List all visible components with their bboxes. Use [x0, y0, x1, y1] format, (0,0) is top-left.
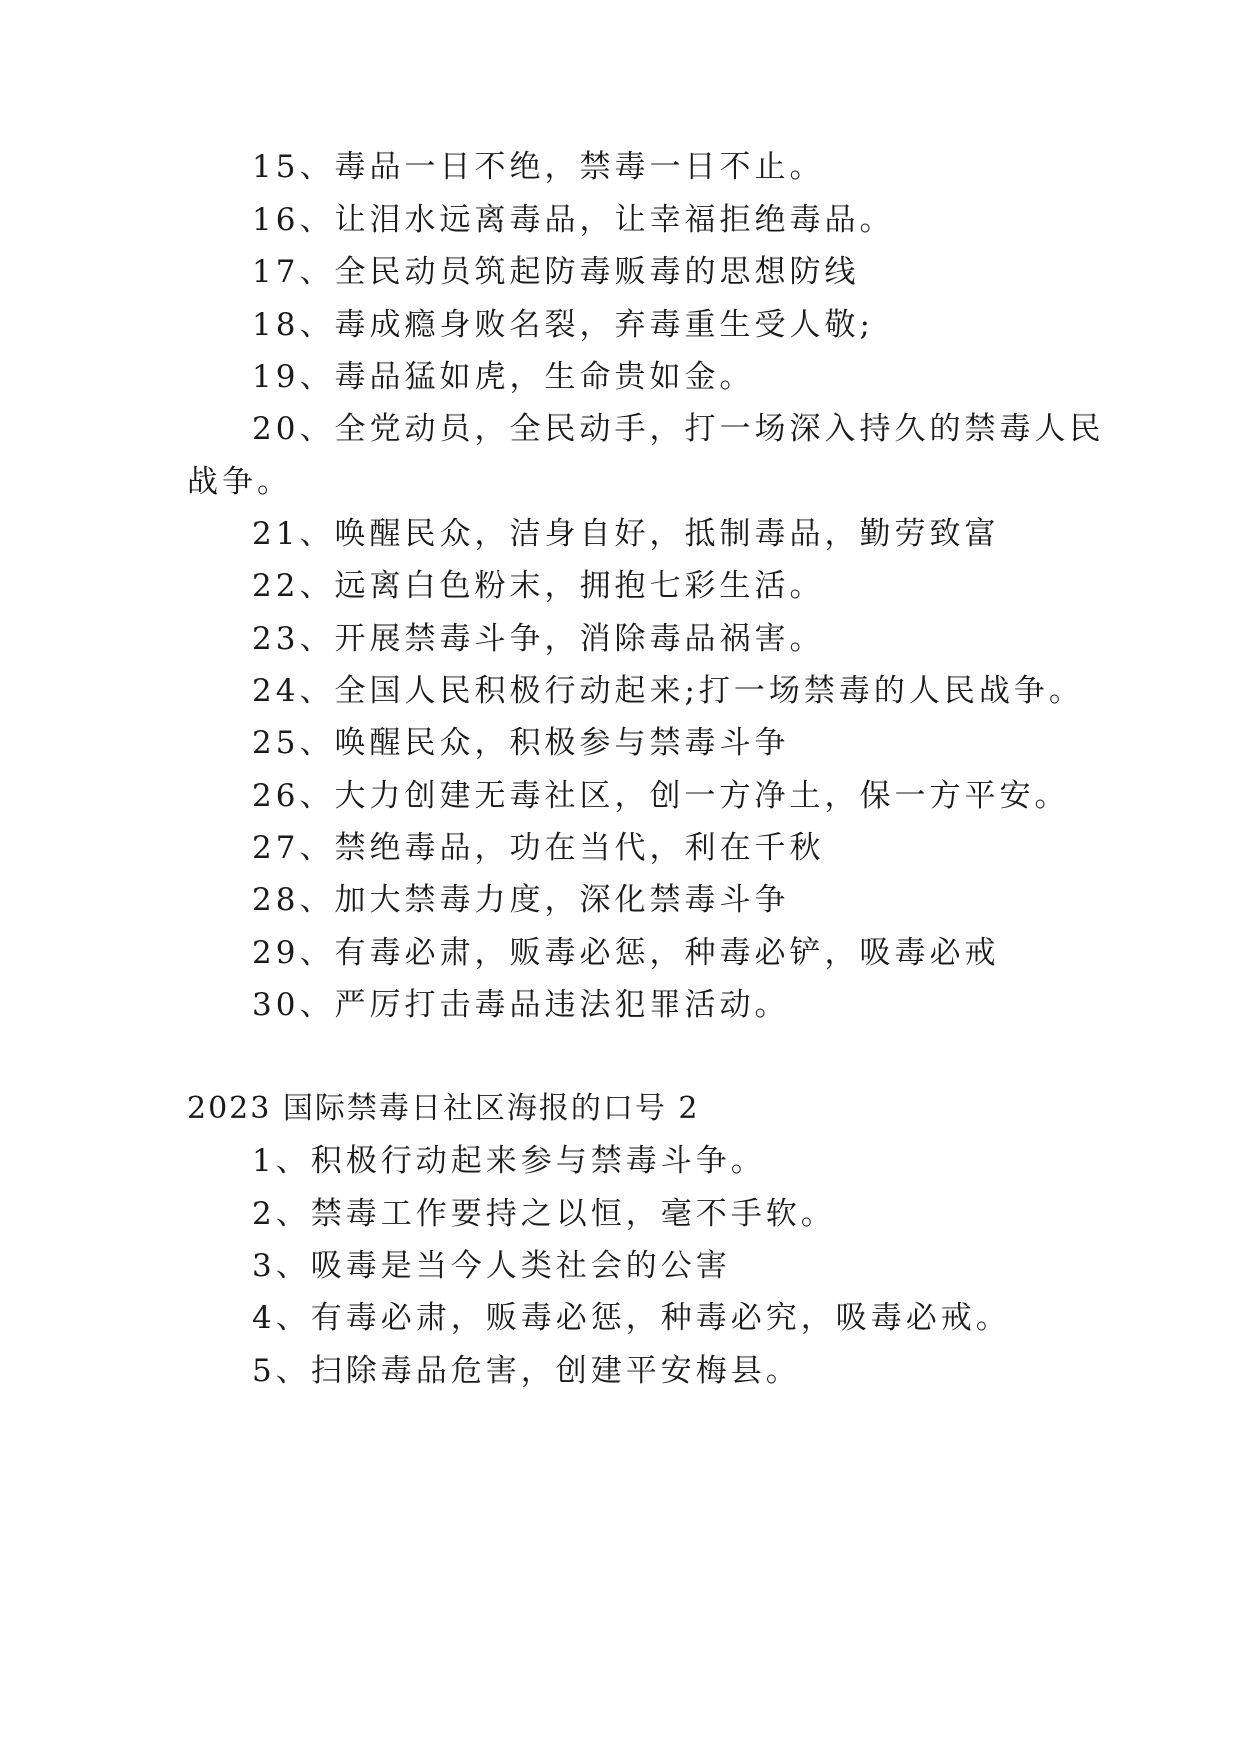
slogan-item-22: 22、远离白色粉末，拥抱七彩生活。: [252, 568, 825, 604]
section-heading: 2023 国际禁毒日社区海报的口号 2: [187, 1091, 700, 1126]
slogan-item-21: 21、唤醒民众，洁身自好，抵制毒品，勤劳致富: [252, 516, 1000, 552]
slogan-item-28: 28、加大禁毒力度，深化禁毒斗争: [252, 882, 790, 918]
slogan-item-20: 20、全党动员，全民动手，打一场深入持久的禁毒人民: [252, 411, 1105, 447]
slogan-item-29: 29、有毒必肃，贩毒必惩，种毒必铲，吸毒必戒: [252, 935, 1000, 971]
slogan-item-23: 23、开展禁毒斗争，消除毒品祸害。: [252, 621, 825, 657]
slogan-item-25: 25、唤醒民众，积极参与禁毒斗争: [252, 725, 790, 761]
slogan2-item-4: 4、有毒必肃，贩毒必惩，种毒必究，吸毒必戒。: [252, 1300, 1011, 1336]
slogan-item-18: 18、毒成瘾身败名裂，弃毒重生受人敬;: [252, 307, 874, 343]
slogan-item-30: 30、严厉打击毒品违法犯罪活动。: [252, 987, 790, 1023]
slogan-item-19: 19、毒品猛如虎，生命贵如金。: [252, 359, 755, 395]
slogan-item-17: 17、全民动员筑起防毒贩毒的思想防线: [252, 254, 860, 290]
slogan-item-27: 27、禁绝毒品，功在当代，利在千秋: [252, 830, 825, 866]
slogan2-item-1: 1、积极行动起来参与禁毒斗争。: [252, 1143, 766, 1179]
slogan-item-16: 16、让泪水远离毒品，让幸福拒绝毒品。: [252, 202, 895, 238]
slogan-item-15: 15、毒品一日不绝，禁毒一日不止。: [252, 149, 825, 185]
slogan-item-26: 26、大力创建无毒社区，创一方净土，保一方平安。: [252, 778, 1070, 814]
slogan2-item-3: 3、吸毒是当今人类社会的公害: [252, 1248, 731, 1284]
slogan-item-20-continued: 战争。: [187, 464, 292, 500]
slogan2-item-5: 5、扫除毒品危害，创建平安梅县。: [252, 1353, 801, 1389]
slogan-item-24: 24、全国人民积极行动起来;打一场禁毒的人民战争。: [252, 673, 1084, 709]
slogan2-item-2: 2、禁毒工作要持之以恒，毫不手软。: [252, 1196, 836, 1232]
